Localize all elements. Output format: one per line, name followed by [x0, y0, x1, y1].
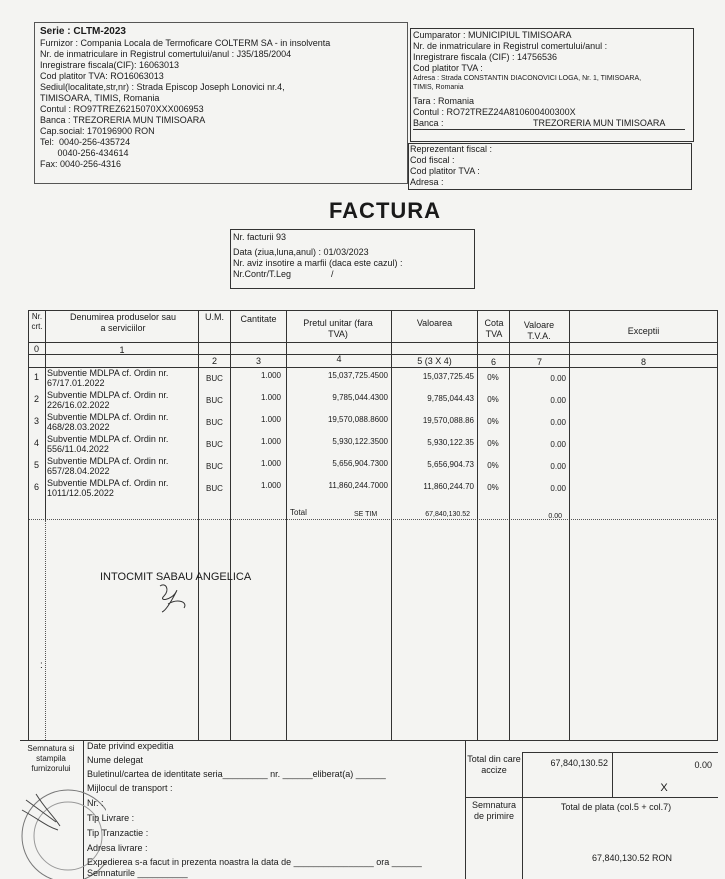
header-exceptii: Exceptii — [627, 326, 660, 336]
delivery-type: Tip Livrare : — [87, 813, 135, 823]
row-quantity: 1.000 — [260, 459, 281, 468]
buyer-bank-value: TREZORERIA MUN TIMISOARA — [533, 118, 666, 128]
col-number: 5 (3 X 4) — [417, 356, 452, 366]
supplier-line: Nr. de inmatriculare in Registrul comertului/anul : J35/185/2004 — [40, 49, 292, 59]
row-description: Subventie MDLPA cf. Ordin nr. — [47, 412, 169, 422]
row-description-order: 226/16.02.2022 — [47, 400, 110, 410]
row-value: 5,930,122.35 — [427, 438, 474, 447]
row-vat-rate: 0% — [487, 439, 499, 448]
row-description-order: 556/11.04.2022 — [47, 444, 109, 454]
supplier-line: Banca : TREZORERIA MUN TIMISOARA — [40, 115, 206, 125]
row-description: Subventie MDLPA cf. Ordin nr. — [47, 434, 169, 444]
col-number: 8 — [640, 357, 646, 367]
fiscal-rep-line: Adresa : — [410, 177, 444, 187]
row-vat-value: 0.00 — [550, 462, 566, 471]
x-mark: X — [660, 782, 668, 794]
supplier-line: Furnizor : Compania Locala de Termoficare COLTERM SA - in insolventa — [40, 38, 331, 48]
row-description: Subventie MDLPA cf. Ordin nr. — [47, 368, 169, 378]
row-quantity: 1.000 — [260, 415, 281, 424]
supplier-line: Sediul(localitate,str,nr) : Strada Episcop Joseph Lonovici nr.4, — [40, 82, 285, 92]
buyer-bank-label: Banca : — [413, 118, 444, 128]
invoice-aviz: Nr. aviz insotire a marfii (daca este cazul) : — [233, 258, 403, 268]
footer-total-value: 67,840,130.52 — [550, 758, 608, 768]
row-description: Subventie MDLPA cf. Ordin nr. — [47, 456, 169, 466]
total-label: Total — [290, 508, 307, 517]
row-quantity: 1.000 — [260, 371, 281, 380]
row-vat-rate: 0% — [487, 395, 499, 404]
row-unit-price: 11,860,244.7000 — [328, 481, 388, 490]
header-cantitate: Cantitate — [240, 314, 277, 324]
header-nr: Nr. crt. — [31, 312, 43, 331]
row-unit-price: 15,037,725.4500 — [327, 371, 388, 380]
invoice-contract-sep: / — [331, 269, 334, 279]
identity-card: Buletinul/cartea de identitate seria_________ nr. ______eliberat(a) ______ — [87, 769, 386, 779]
row-um: BUC — [206, 462, 223, 471]
supplier-line: TIMISOARA, TIMIS, Romania — [40, 93, 160, 103]
row-vat-value: 0.00 — [550, 418, 566, 427]
shipment-statement: Expedierea s-a facut in prezenta noastra la data de ________________ ora ______ — [87, 857, 422, 867]
supplier-line: Contul : RO97TREZ6215070XXX006953 — [40, 104, 204, 114]
header-um: U.M. — [205, 312, 224, 322]
row-description-order: 67/17.01.2022 — [47, 378, 105, 388]
buyer-line: Cumparator : MUNICIPIUL TIMISOARA — [413, 30, 572, 40]
row-number: 5 — [33, 460, 39, 470]
items-table — [28, 310, 718, 740]
col-number: 3 — [255, 356, 261, 366]
row-description: Subventie MDLPA cf. Ordin nr. — [47, 478, 169, 488]
footer-total-tva: 0.00 — [694, 760, 712, 770]
fiscal-rep-line: Cod platitor TVA : — [410, 166, 480, 176]
total-code: SE TIM — [354, 511, 378, 518]
row-vat-rate: 0% — [487, 373, 499, 382]
row-description: Subventie MDLPA cf. Ordin nr. — [47, 390, 169, 400]
supplier-line: Cap.social: 170196900 RON — [40, 126, 155, 136]
row-number: 3 — [33, 416, 39, 426]
total-excise-label: Total din care accize — [467, 754, 521, 775]
row-value: 15,037,725.45 — [422, 372, 474, 381]
transaction-type: Tip Tranzactie : — [87, 828, 149, 838]
fiscal-rep-block — [410, 144, 690, 188]
col-number: 2 — [211, 356, 217, 366]
invoice-date: Data (ziua,luna,anul) : 01/03/2023 — [233, 247, 369, 257]
total-payment-label: Total de plata (col.5 + col.7) — [560, 802, 672, 812]
row-unit-price: 19,570,088.8600 — [327, 415, 388, 424]
signatures-line: Semnaturile __________ — [87, 868, 188, 878]
buyer-line: Cod platitor TVA : — [413, 63, 483, 73]
col-number: 1 — [119, 345, 125, 355]
buyer-line: Tara : Romania — [413, 96, 475, 106]
row-number: 4 — [33, 438, 39, 448]
row-vat-rate: 0% — [487, 483, 499, 492]
row-quantity: 1.000 — [260, 437, 281, 446]
row-vat-value: 0.00 — [550, 440, 566, 449]
total-value: 67,840,130.52 — [425, 511, 470, 518]
row-um: BUC — [206, 374, 223, 383]
total-tva: 0.00 — [548, 513, 562, 520]
header-valoarea: Valoarea — [416, 318, 453, 328]
row-vat-rate: 0% — [487, 461, 499, 470]
header-pret: Pretul unitar (fara TVA) — [303, 318, 373, 339]
transport-nr: Nr. : — [87, 798, 104, 808]
col-number: 4 — [336, 354, 342, 364]
prepared-by: INTOCMIT SABAU ANGELICA — [100, 571, 252, 583]
row-description-order: 657/28.04.2022 — [47, 466, 110, 476]
row-um: BUC — [206, 418, 223, 427]
row-value: 9,785,044.43 — [427, 394, 474, 403]
header-denumire: Denumirea produselor sau a serviciilor — [69, 312, 177, 333]
col-number: 0 — [33, 344, 39, 354]
row-number: 2 — [33, 394, 39, 404]
supplier-line: Tel: 0040-256-435724 — [40, 137, 131, 147]
row-vat-value: 0.00 — [550, 396, 566, 405]
row-value: 5,656,904.73 — [427, 460, 474, 469]
row-number: 6 — [33, 482, 39, 492]
buyer-line: Adresa : Strada CONSTANTIN DIACONOVICI LOGA, Nr. 1, TIMISOARA, — [413, 75, 642, 82]
header-cota: Cota TVA — [484, 318, 504, 339]
fiscal-rep-line: Cod fiscal : — [410, 155, 455, 165]
delivery-address: Adresa livrare : — [87, 843, 148, 853]
shipping-title: Date privind expeditia — [87, 741, 174, 751]
row-vat-rate: 0% — [487, 417, 499, 426]
row-value: 11,860,244.70 — [423, 482, 474, 491]
row-um: BUC — [206, 440, 223, 449]
shipping-details — [87, 741, 465, 879]
delegate-name: Nume delegat — [87, 755, 144, 765]
row-quantity: 1.000 — [260, 393, 281, 402]
buyer-line: Contul : RO72TREZ24A810600400300X — [413, 107, 576, 117]
supplier-line: 0040-256-434614 — [40, 148, 129, 158]
row-quantity: 1.000 — [260, 481, 281, 490]
row-unit-price: 9,785,044.4300 — [332, 393, 388, 402]
receipt-signature-label: Semnatura de primire — [471, 800, 517, 821]
supplier-line: Inregistrare fiscala(CIF): 16063013 — [40, 60, 180, 70]
supplier-signature-label: Semnatura si stampila furnizorului — [27, 744, 75, 773]
signature-icon — [148, 580, 198, 616]
row-description-order: 1011/12.05.2022 — [47, 488, 114, 498]
col-number: 6 — [490, 357, 496, 367]
total-payment-value: 67,840,130.52 RON — [591, 853, 672, 863]
buyer-block — [413, 30, 693, 130]
col-number: 7 — [536, 357, 542, 367]
fiscal-rep-line: Reprezentant fiscal : — [410, 144, 493, 154]
margin-mark: : — [40, 660, 43, 671]
row-um: BUC — [206, 484, 223, 493]
invoice-number: Nr. facturii 93 — [233, 232, 287, 242]
row-value: 19,570,088.86 — [422, 416, 474, 425]
buyer-bank-row — [413, 118, 685, 130]
invoice-contract — [233, 269, 473, 280]
row-um: BUC — [206, 396, 223, 405]
header-valoare-tva: Valoare T.V.A. — [523, 320, 555, 341]
buyer-line: Nr. de inmatriculare in Registrul comertului/anul : — [413, 41, 608, 51]
row-unit-price: 5,930,122.3500 — [332, 437, 388, 446]
buyer-line: TIMIS, Romania — [413, 84, 464, 91]
invoice-serie: Serie : CLTM-2023 — [40, 26, 126, 37]
row-description-order: 468/28.03.2022 — [47, 422, 110, 432]
document-title: FACTURA — [328, 198, 442, 223]
invoice-contract-label: Nr.Contr/T.Leg — [233, 269, 292, 279]
invoice-info — [233, 232, 473, 280]
supplier-block — [40, 26, 406, 170]
supplier-line: Fax: 0040-256-4316 — [40, 159, 122, 169]
row-number: 1 — [33, 372, 39, 382]
buyer-line: Inregistrare fiscala (CIF) : 14756536 — [413, 52, 558, 62]
supplier-line: Cod platitor TVA: RO16063013 — [40, 71, 164, 81]
row-unit-price: 5,656,904.7300 — [332, 459, 388, 468]
transport-means: Mijlocul de transport : — [87, 783, 173, 793]
row-vat-value: 0.00 — [550, 374, 566, 383]
row-vat-value: 0.00 — [550, 484, 566, 493]
